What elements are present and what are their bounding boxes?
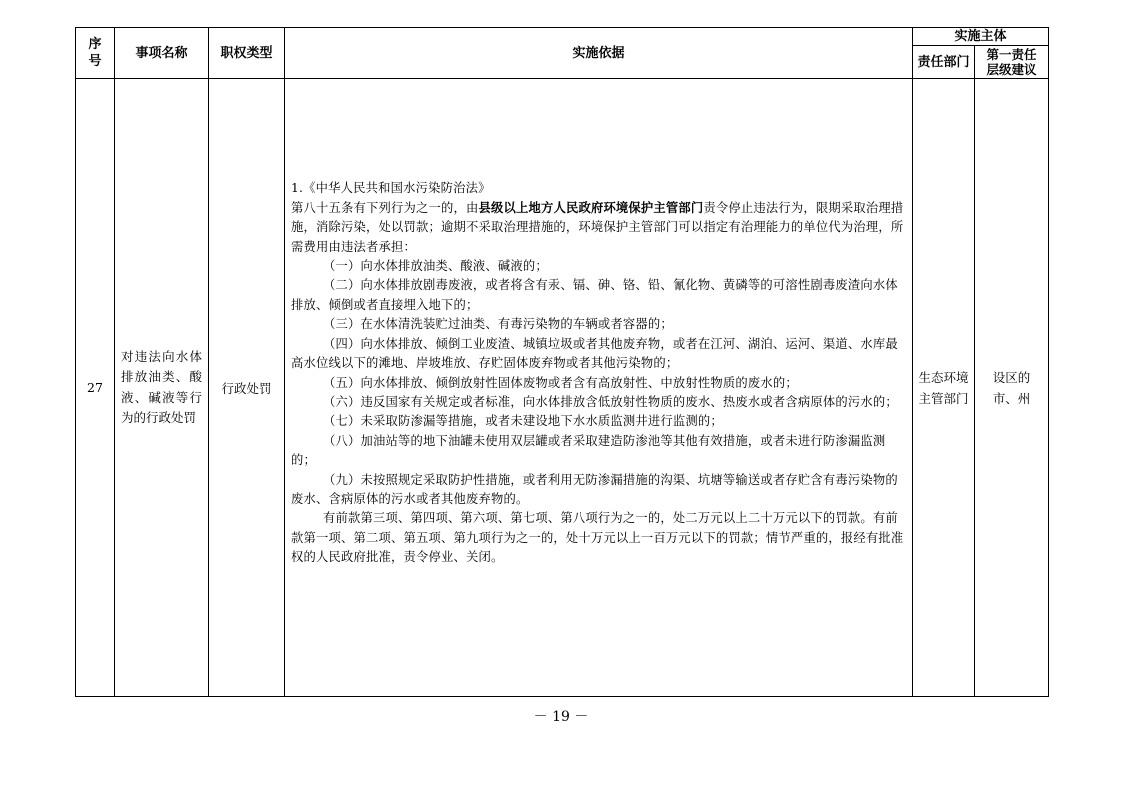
header-level: 第一责任层级建议: [975, 46, 1049, 79]
table-row: [76, 79, 1049, 697]
basis-item: （四）向水体排放、倾倒工业废渣、城镇垃圾或者其他废弃物，或者在江河、湖泊、运河、渠道、水库最高水位线以下的滩地、岸坡堆放、存贮固体废弃物或者其他污染物的；: [291, 336, 898, 371]
header-power-type: 职权类型: [209, 28, 285, 79]
header-dept: 责任部门: [913, 46, 975, 79]
basis-item: （五）向水体排放、倾倒放射性固体废物或者含有高放射性、中放射性物质的废水的；: [322, 375, 798, 390]
row-power-type: 行政处罚: [209, 79, 285, 697]
page-number: － 19 －: [533, 709, 589, 725]
basis-item: （二）向水体排放剧毒废液，或者将含有汞、镉、砷、铬、铅、氰化物、黄磷等的可溶性剧毒废渣向水体排放、倾倒或者直接埋入地下的；: [291, 278, 898, 312]
basis-item: （九）未按照规定采取防护性措施，或者利用无防渗漏措施的沟渠、坑塘等输送或者存贮含有毒污染物的废水、含病原体的污水或者其他废弃物的。: [291, 472, 898, 506]
basis-penalty: 有前款第三项、第四项、第六项、第七项、第八项行为之一的，处二万元以上二十万元以下的罚款。有前款第一项、第二项、第五项、第九项行为之一的，处十万元以上一百万元以下的罚款；情节严重的，报经有批准权的人民政府批准，责令停业、关闭。: [291, 511, 904, 565]
basis-article: 第八十五条有下列行为之一的，由县级以上地方人民政府环境保护主管部门责令停止违法行为，限期采取治理措施，消除污染，处以罚款；逾期不采取治理措施的，环境保护主管部门可以指定有治理能力的单位代为治理，所需费用由违法者承担：: [291, 200, 904, 254]
header-subject: 实施主体: [913, 28, 1049, 46]
basis-item: （一）向水体排放油类、酸液、碱液的；: [322, 259, 548, 274]
row-seq: 27: [76, 79, 115, 697]
header-basis: 实施依据: [285, 28, 913, 79]
basis-law-title: 1.《中华人民共和国水污染防治法》: [291, 181, 491, 196]
basis-item: （六）违反国家有关规定或者标准，向水体排放含低放射性物质的废水、热废水或者含病原体的污水的；: [322, 394, 898, 409]
basis-item: （七）未采取防渗漏等措施，或者未建设地下水水质监测井进行监测的；: [322, 414, 723, 429]
row-dept: 生态环境主管部门: [913, 79, 975, 697]
basis-item: （三）在水体清洗装贮过油类、有毒污染物的车辆或者容器的；: [322, 317, 673, 332]
basis-authority: 县级以上地方人民政府环境保护主管部门: [478, 200, 704, 215]
header-seq: 序号: [76, 28, 115, 79]
row-level: 设区的市、州: [975, 79, 1049, 697]
basis-item: （八）加油站等的地下油罐未使用双层罐或者采取建造防渗池等其他有效措施，或者未进行防渗漏监测的；: [291, 433, 886, 468]
regulation-table: [75, 27, 1049, 697]
row-basis: [285, 79, 913, 697]
row-item-name: 对违法向水体排放油类、酸液、碱液等行为的行政处罚: [115, 79, 209, 697]
header-item-name: 事项名称: [115, 28, 209, 79]
